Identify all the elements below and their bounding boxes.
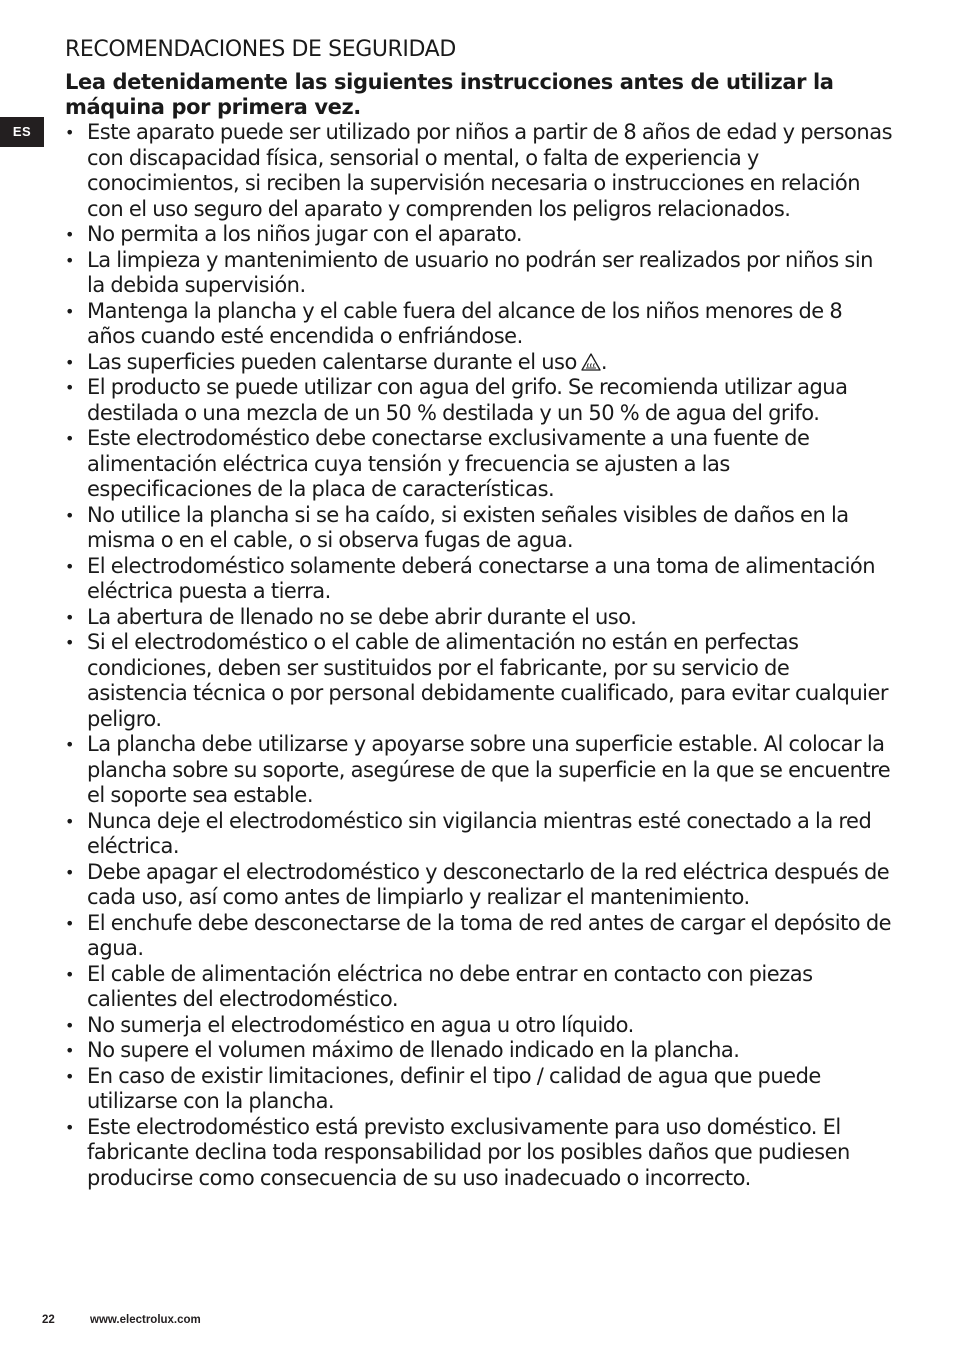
safety-list [65,120,895,1191]
language-tab: ES [0,117,44,147]
hot-surface-warning-icon [581,353,601,371]
list-item-text: El electrodoméstico solamente deberá conectarse a una toma de alimentación eléctrica puesta a tierra. [87,553,876,603]
bullet: • [65,913,74,933]
list-item [65,809,895,860]
list-item-text: Este electrodoméstico debe conectarse exclusivamente a una fuente de alimentación eléctrica cuya tensión y frecuencia se ajusten a las especificaciones de la placa de características. [87,426,810,501]
list-item-text: La limpieza y mantenimiento de usuario no podrán ser realizados por niños sin la debida supervisión. [87,247,873,297]
list-item-text: La abertura de llenado no se debe abrir durante el uso. [87,604,637,629]
bullet: • [65,1041,74,1060]
bullet: • [65,1066,74,1086]
bullet: • [65,1015,74,1035]
list-item-text: Este electrodoméstico está previsto exclusivamente para uso doméstico. El fabricante declina toda responsabilidad por los posibles daños que pudiesen producirse como consecuencia de su uso inadecuado o incorrecto. [87,1114,850,1190]
list-item [65,503,895,554]
safety-section [65,36,895,1191]
list-item-text: No sumerja el electrodoméstico en agua u otro líquido. [87,1012,634,1037]
list-item-text: La plancha debe utilizarse y apoyarse sobre una superficie estable. Al colocar la plancha sobre su soporte, asegúrese de que la superficie en la que se encuentre el soporte sea estable. [87,732,891,807]
list-item [65,554,895,605]
list-item [65,222,895,248]
page-footer [42,1314,201,1326]
bullet: • [65,301,74,321]
list-item [65,732,895,809]
bullet: • [65,964,74,984]
list-item-text: Debe apagar el electrodoméstico y desconectarlo de la red eléctrica después de cada uso, así como antes de limpiarlo y realizar el mantenimiento. [87,859,890,909]
list-item-text: El cable de alimentación eléctrica no debe entrar en contacto con piezas calientes del electrodoméstico. [87,961,813,1011]
list-item [65,1115,895,1192]
list-item-text: No supere el volumen máximo de llenado indicado en la plancha. [87,1038,740,1062]
list-item-text: El enchufe debe desconectarse de la toma de red antes de cargar el depósito de agua. [87,910,892,960]
intro-text: Lea detenidamente las siguientes instrucciones antes de utilizar la máquina por primera vez. [65,70,834,119]
list-item-hot-surface [65,350,895,376]
list-item [65,860,895,911]
bullet: • [65,862,74,882]
list-item [65,1064,895,1115]
list-item [65,911,895,962]
bullet: • [65,556,74,576]
bullet: • [65,811,74,831]
list-item [65,375,895,426]
bullet: • [65,607,74,627]
section-title: RECOMENDACIONES DE SEGURIDAD [65,37,456,62]
bullet: • [65,1117,74,1137]
list-item [65,120,895,222]
list-item [65,1013,895,1039]
list-item-text: El producto se puede utilizar con agua del grifo. Se recomienda utilizar agua destilada o una mezcla de un 50 % destilada y un 50 % de agua del grifo. [87,375,848,425]
list-item-text: En caso de existir limitaciones, definir el tipo / calidad de agua que puede utilizarse con la plancha. [87,1063,821,1113]
list-item-text: No utilice la plancha si se ha caído, si existen señales visibles de daños en la misma o en el cable, o si observa fugas de agua. [87,502,849,552]
bullet: • [65,225,74,244]
list-item-text: Si el electrodoméstico o el cable de alimentación no están en perfectas condiciones, deben ser sustituidos por el fabricante, por su servicio de asistencia técnica o por personal debidamente cualificado, para evitar cualquier peligro. [87,630,889,731]
list-item [65,299,895,350]
bullet: • [65,429,74,448]
list-item [65,248,895,299]
list-item [65,1038,895,1064]
bullet: • [65,735,74,754]
list-item-text: No permita a los niños jugar con el aparato. [87,222,522,246]
list-item-text: Las superficies pueden calentarse durante el uso [87,349,577,374]
bullet: • [65,123,74,142]
website-url: www.electrolux.com [90,1314,201,1326]
list-item-text: Nunca deje el electrodoméstico sin vigilancia mientras esté conectado a la red eléctrica. [87,808,872,858]
bullet: • [65,378,74,397]
bullet: • [65,250,74,270]
bullet: • [65,633,74,652]
list-item-suffix: . [600,349,608,374]
list-item [65,962,895,1013]
list-item [65,605,895,631]
list-item [65,426,895,503]
list-item [65,630,895,732]
list-item-text: Mantenga la plancha y el cable fuera del alcance de los niños menores de 8 años cuando esté encendida o enfriándose. [87,298,843,348]
bullet: • [65,505,74,525]
bullet: • [65,352,74,372]
page-number: 22 [42,1314,55,1326]
list-item-text: Este aparato puede ser utilizado por niños a partir de 8 años de edad y personas con discapacidad física, sensorial o mental, o falta de experiencia y conocimientos, si reciben la supervisión necesaria o instrucciones en relación con el uso seguro del aparato y comprenden los peligros relacionados. [87,120,893,221]
